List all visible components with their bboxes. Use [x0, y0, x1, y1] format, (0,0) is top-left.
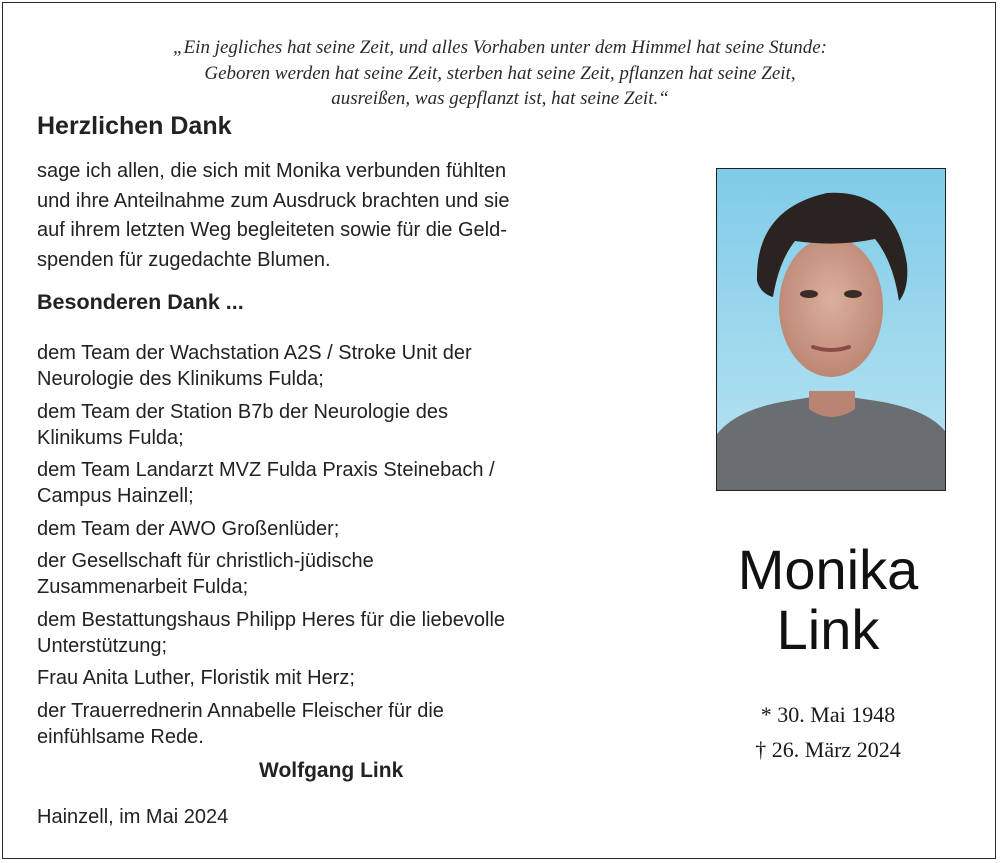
list-item-line: Unterstützung; [37, 634, 168, 657]
last-name: Link [776, 598, 880, 661]
death-date: † 26. März 2024 [755, 737, 901, 762]
intro-line: und ihre Anteilnahme zum Ausdruck brachten und sie [37, 189, 510, 212]
list-item [37, 698, 637, 750]
list-item-line: dem Team der AWO Großenlüder; [37, 517, 340, 540]
signer-name: Wolfgang Link [259, 759, 404, 782]
thanks-heading: Herzlichen Dank [37, 112, 232, 140]
list-item [37, 607, 637, 659]
quote-line: ausreißen, was gepflanzt ist, hat seine Zeit.“ [331, 88, 669, 109]
list-item-line: der Trauerrednerin Annabelle Fleischer für die [37, 699, 444, 722]
list-item-line: der Gesellschaft für christlich-jüdische [37, 550, 374, 572]
list-item-line: Campus Hainzell; [37, 485, 194, 507]
thanks-list [37, 340, 637, 756]
list-item [37, 399, 637, 451]
list-item-line: dem Team der Station B7b der Neurologie des [37, 400, 448, 423]
quote-line: Geboren werden hat seine Zeit, sterben hat seine Zeit, pflanzen hat seine Zeit, [204, 62, 796, 84]
list-item [37, 457, 637, 509]
list-item-line: einfühlsame Rede. [37, 725, 204, 748]
quote-line: „Ein jegliches hat seine Zeit, und alles Vorhaben unter dem Himmel hat seine Stunde: [173, 37, 827, 58]
portrait-drawing [717, 169, 945, 490]
list-item-line: dem Bestattungshaus Philipp Heres für die liebevolle [37, 608, 506, 631]
list-item [37, 665, 637, 691]
list-item-line: Klinikums Fulda; [37, 426, 184, 449]
list-item-line: Neurologie des Klinikums Fulda; [37, 368, 324, 390]
special-thanks-heading: Besonderen Dank ... [37, 290, 244, 314]
deceased-name [706, 540, 950, 660]
right-eye [844, 290, 862, 298]
list-item [37, 340, 637, 392]
intro-line: sage ich allen, die sich mit Monika verbunden fühlten [37, 160, 507, 182]
bible-quote [40, 35, 960, 112]
left-eye [800, 290, 818, 298]
list-item-line: Frau Anita Luther, Floristik mit Herz; [37, 667, 355, 689]
list-item-line: dem Team Landarzt MVZ Fulda Praxis Steinebach / [37, 459, 495, 481]
intro-line: spenden für zugedachte Blumen. [37, 248, 331, 271]
place-date: Hainzell, im Mai 2024 [37, 806, 229, 828]
first-name: Monika [737, 538, 919, 601]
list-item [37, 548, 637, 600]
life-dates [706, 697, 950, 767]
list-item [37, 516, 637, 542]
intro-paragraph [37, 157, 637, 275]
portrait-photo [716, 168, 946, 491]
face-shape [779, 237, 883, 377]
birth-date: * 30. Mai 1948 [760, 702, 896, 727]
list-item-line: dem Team der Wachstation A2S / Stroke Unit der [37, 342, 472, 364]
intro-line: auf ihrem letzten Weg begleiteten sowie für die Geld- [37, 219, 507, 241]
list-item-line: Zusammenarbeit Fulda; [37, 576, 249, 598]
